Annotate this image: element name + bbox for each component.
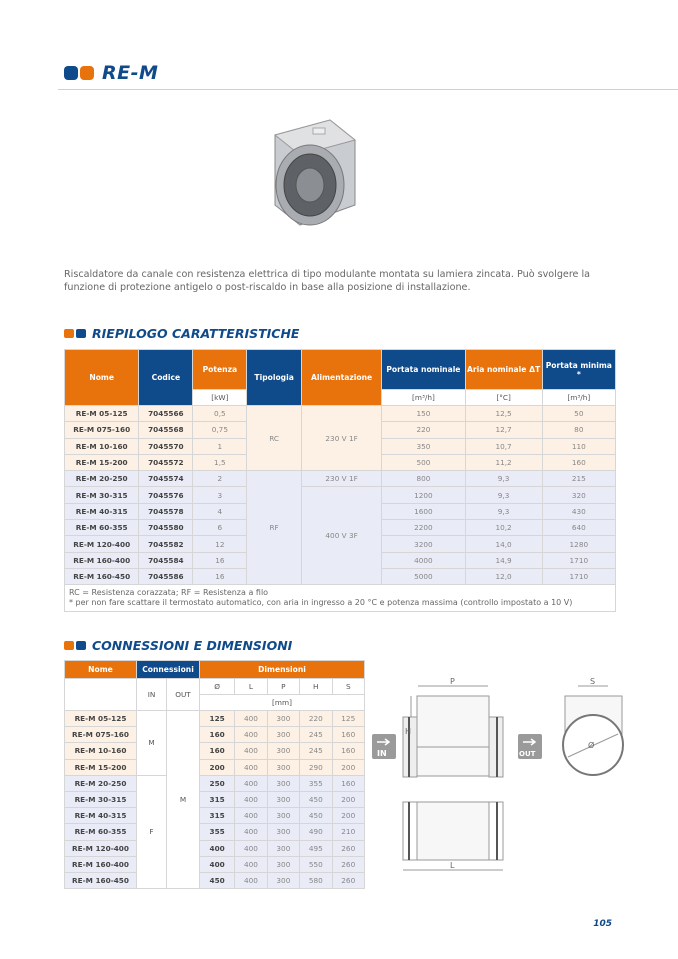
- unit-cell: [kW]: [193, 390, 247, 406]
- model-name: RE-M 160-450: [65, 872, 137, 888]
- sub-header: H: [300, 679, 332, 695]
- product-code: 7045570: [139, 438, 193, 454]
- height: 220: [300, 711, 332, 727]
- minimum-flow: 1280: [542, 536, 615, 552]
- product-code: 7045566: [139, 406, 193, 422]
- out-label: OUT: [519, 750, 536, 758]
- model-name: RE-M 120-400: [65, 536, 139, 552]
- depth: 300: [267, 711, 299, 727]
- side: 260: [332, 872, 364, 888]
- length: 400: [235, 727, 267, 743]
- table-row: [65, 759, 365, 775]
- diameter: 250: [200, 775, 235, 791]
- type: RC: [247, 406, 302, 471]
- table-row: [65, 856, 365, 872]
- dimensions-table: [64, 660, 365, 889]
- diameter: 200: [200, 759, 235, 775]
- col-header: Dimensioni: [200, 661, 365, 679]
- power: 4: [193, 503, 247, 519]
- depth: 300: [267, 808, 299, 824]
- model-name: RE-M 15-200: [65, 454, 139, 470]
- delta-t: 10,2: [465, 520, 542, 536]
- model-name: RE-M 160-400: [65, 552, 139, 568]
- model-name: RE-M 30-315: [65, 791, 137, 807]
- unit-cell: [mm]: [200, 695, 365, 711]
- model-name: RE-M 075-160: [65, 727, 137, 743]
- minimum-flow: 50: [542, 406, 615, 422]
- col-header: Codice: [139, 350, 193, 406]
- minimum-flow: 1710: [542, 552, 615, 568]
- power-supply: 230 V 1F: [301, 471, 381, 487]
- height: 580: [300, 872, 332, 888]
- product-code: 7045580: [139, 520, 193, 536]
- side: 160: [332, 743, 364, 759]
- diameter: 315: [200, 808, 235, 824]
- height: 490: [300, 824, 332, 840]
- length: 400: [235, 775, 267, 791]
- section-heading: [64, 326, 299, 341]
- empty-cell: [65, 679, 137, 711]
- sub-header: S: [332, 679, 364, 695]
- in-connection: F: [137, 775, 167, 888]
- model-name: RE-M 120-400: [65, 840, 137, 856]
- model-name: RE-M 10-160: [65, 743, 137, 759]
- col-header: Portata nominale: [382, 350, 465, 390]
- diameter: 450: [200, 872, 235, 888]
- unit-cell: [m³/h]: [382, 390, 465, 406]
- model-name: RE-M 05-125: [65, 406, 139, 422]
- side: 160: [332, 775, 364, 791]
- col-header: Potenza: [193, 350, 247, 390]
- table-row: [65, 711, 365, 727]
- depth: 300: [267, 856, 299, 872]
- minimum-flow: 640: [542, 520, 615, 536]
- section-title: CONNESSIONI E DIMENSIONI: [92, 638, 293, 653]
- nominal-flow: 500: [382, 454, 465, 470]
- section-icon: [64, 641, 74, 650]
- side: 125: [332, 711, 364, 727]
- length: 400: [235, 872, 267, 888]
- delta-t: 9,3: [465, 503, 542, 519]
- table-row: [65, 743, 365, 759]
- table-row: [65, 791, 365, 807]
- section-heading: [64, 638, 292, 653]
- delta-t: 14,0: [465, 536, 542, 552]
- col-header: Alimentazione: [301, 350, 381, 406]
- note: RC = Resistenza corazzata; RF = Resistenza a filo: [69, 588, 269, 598]
- table-row: [65, 727, 365, 743]
- length: 400: [235, 856, 267, 872]
- side: 200: [332, 808, 364, 824]
- section-title: RIEPILOGO CARATTERISTICHE: [92, 326, 300, 341]
- power: 12: [193, 536, 247, 552]
- delta-t: 9,3: [465, 487, 542, 503]
- table-row: [65, 808, 365, 824]
- nominal-flow: 220: [382, 422, 465, 438]
- power-supply: 400 V 3F: [301, 487, 381, 585]
- nominal-flow: 1200: [382, 487, 465, 503]
- section-icon: [76, 329, 86, 338]
- height: 290: [300, 759, 332, 775]
- sub-header: IN: [137, 679, 167, 711]
- table-row: [65, 775, 365, 791]
- model-name: RE-M 05-125: [65, 711, 137, 727]
- model-name: RE-M 30-315: [65, 487, 139, 503]
- model-name: RE-M 15-200: [65, 759, 137, 775]
- depth: 300: [267, 791, 299, 807]
- logo-icon: [64, 66, 78, 80]
- sub-header: L: [235, 679, 267, 695]
- depth: 300: [267, 872, 299, 888]
- model-name: RE-M 60-355: [65, 520, 139, 536]
- power: 0,75: [193, 422, 247, 438]
- nominal-flow: 4000: [382, 552, 465, 568]
- nominal-flow: 800: [382, 471, 465, 487]
- model-name: RE-M 160-450: [65, 568, 139, 584]
- power: 0,5: [193, 406, 247, 422]
- minimum-flow: 430: [542, 503, 615, 519]
- nominal-flow: 1600: [382, 503, 465, 519]
- page-header: [64, 62, 158, 84]
- side: 260: [332, 856, 364, 872]
- out-connection: M: [167, 711, 200, 889]
- power: 3: [193, 487, 247, 503]
- table-row: [65, 406, 616, 422]
- power: 2: [193, 471, 247, 487]
- table-row: [65, 840, 365, 856]
- nominal-flow: 5000: [382, 568, 465, 584]
- power: 1,5: [193, 454, 247, 470]
- length: 400: [235, 711, 267, 727]
- col-header: Tipologia: [247, 350, 302, 406]
- depth: 300: [267, 775, 299, 791]
- model-name: RE-M 10-160: [65, 438, 139, 454]
- col-header: Connessioni: [137, 661, 200, 679]
- table-notes: [65, 585, 616, 612]
- power: 16: [193, 568, 247, 584]
- divider: [58, 89, 678, 90]
- page-number: 105: [593, 919, 612, 929]
- col-header: Portata minima *: [542, 350, 615, 390]
- diameter: 160: [200, 743, 235, 759]
- product-code: 7045574: [139, 471, 193, 487]
- product-code: 7045568: [139, 422, 193, 438]
- depth: 300: [267, 759, 299, 775]
- diameter: 400: [200, 856, 235, 872]
- nominal-flow: 350: [382, 438, 465, 454]
- model-name: RE-M 40-315: [65, 503, 139, 519]
- side: 210: [332, 824, 364, 840]
- characteristics-table: [64, 349, 616, 612]
- logo-icon: [80, 66, 94, 80]
- delta-t: 14,9: [465, 552, 542, 568]
- unit-cell: [m³/h]: [542, 390, 615, 406]
- model-name: RE-M 20-250: [65, 471, 139, 487]
- height: 245: [300, 743, 332, 759]
- product-code: 7045582: [139, 536, 193, 552]
- length: 400: [235, 759, 267, 775]
- product-description: Riscaldatore da canale con resistenza elettrica di tipo modulante montata su lamiera zincata. Può svolgere la funzione di protezione antigelo o post-riscaldo in base alla posizione di installazione.: [64, 269, 591, 293]
- length: 400: [235, 791, 267, 807]
- diameter: 400: [200, 840, 235, 856]
- model-name: RE-M 60-355: [65, 824, 137, 840]
- in-label: IN: [377, 749, 387, 758]
- diameter-label: Ø: [588, 741, 595, 750]
- minimum-flow: 110: [542, 438, 615, 454]
- product-code: 7045584: [139, 552, 193, 568]
- length: 400: [235, 840, 267, 856]
- col-header: Nome: [65, 350, 139, 406]
- side: 200: [332, 791, 364, 807]
- sub-header: Ø: [200, 679, 235, 695]
- depth: 300: [267, 727, 299, 743]
- power: 1: [193, 438, 247, 454]
- section-icon: [64, 329, 74, 338]
- sub-header: P: [267, 679, 299, 695]
- minimum-flow: 215: [542, 471, 615, 487]
- sub-header: OUT: [167, 679, 200, 711]
- dimension-diagram: [368, 672, 628, 877]
- col-header: Nome: [65, 661, 137, 679]
- diameter: 315: [200, 791, 235, 807]
- height: 245: [300, 727, 332, 743]
- minimum-flow: 320: [542, 487, 615, 503]
- depth: 300: [267, 824, 299, 840]
- in-connection: M: [137, 711, 167, 776]
- delta-t: 9,3: [465, 471, 542, 487]
- l-label: L: [450, 861, 455, 870]
- model-name: RE-M 20-250: [65, 775, 137, 791]
- length: 400: [235, 808, 267, 824]
- model-name: RE-M 40-315: [65, 808, 137, 824]
- nominal-flow: 3200: [382, 536, 465, 552]
- height: 495: [300, 840, 332, 856]
- minimum-flow: 160: [542, 454, 615, 470]
- side: 260: [332, 840, 364, 856]
- delta-t: 12,0: [465, 568, 542, 584]
- section-icon: [76, 641, 86, 650]
- model-name: RE-M 160-400: [65, 856, 137, 872]
- model-name: RE-M 075-160: [65, 422, 139, 438]
- table-row: [65, 824, 365, 840]
- unit-cell: [°C]: [465, 390, 542, 406]
- length: 400: [235, 743, 267, 759]
- col-header: Aria nominale ΔT: [465, 350, 542, 390]
- power-supply: 230 V 1F: [301, 406, 381, 471]
- diameter: 355: [200, 824, 235, 840]
- side: 200: [332, 759, 364, 775]
- product-code: 7045572: [139, 454, 193, 470]
- delta-t: 12,7: [465, 422, 542, 438]
- table-row: [65, 872, 365, 888]
- delta-t: 11,2: [465, 454, 542, 470]
- note: * per non fare scattare il termostato automatico, con aria in ingresso a 20 °C e potenza massima (controllo impostato a 10 V): [69, 598, 573, 608]
- nominal-flow: 2200: [382, 520, 465, 536]
- minimum-flow: 1710: [542, 568, 615, 584]
- diameter: 125: [200, 711, 235, 727]
- power: 16: [193, 552, 247, 568]
- table-row: [65, 471, 616, 487]
- type: RF: [247, 471, 302, 585]
- height: 550: [300, 856, 332, 872]
- h-label: H: [405, 727, 412, 736]
- delta-t: 10,7: [465, 438, 542, 454]
- power: 6: [193, 520, 247, 536]
- table-row: [65, 487, 616, 503]
- page-title: RE-M: [102, 62, 159, 84]
- height: 355: [300, 775, 332, 791]
- minimum-flow: 80: [542, 422, 615, 438]
- depth: 300: [267, 840, 299, 856]
- s-label: S: [590, 677, 596, 686]
- product-code: 7045576: [139, 487, 193, 503]
- nominal-flow: 150: [382, 406, 465, 422]
- depth: 300: [267, 743, 299, 759]
- p-label: P: [450, 677, 455, 686]
- height: 450: [300, 808, 332, 824]
- length: 400: [235, 824, 267, 840]
- diameter: 160: [200, 727, 235, 743]
- delta-t: 12,5: [465, 406, 542, 422]
- product-code: 7045586: [139, 568, 193, 584]
- side: 160: [332, 727, 364, 743]
- height: 450: [300, 791, 332, 807]
- product-code: 7045578: [139, 503, 193, 519]
- product-image: [255, 110, 365, 245]
